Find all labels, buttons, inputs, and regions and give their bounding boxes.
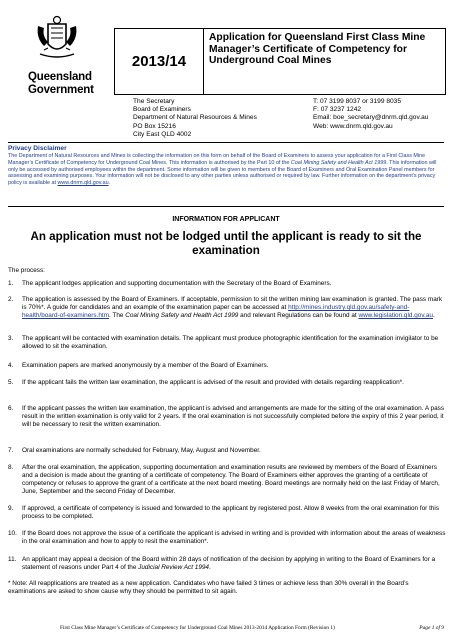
address-line: The Secretary [133, 98, 175, 105]
privacy-text-part: . [108, 180, 111, 187]
step-text [22, 296, 446, 320]
logo-text-government: Government [28, 84, 94, 96]
step-text-part: An applicant may appeal a decision of the Board within 28 days of notification of the decision by applying in writing to the Board of Examiners for a statement of reasons under Part 4 of the [22, 556, 436, 572]
step-number: 3. [8, 335, 14, 342]
postal-address [133, 98, 257, 139]
step-text: Examination papers are marked anonymously by a member of the Board of Examiners. [22, 362, 269, 369]
step-number: 7. [8, 447, 14, 454]
act-name: Coal Mining Safety and Health Act 1999 [125, 312, 239, 320]
step-number: 2. [8, 296, 14, 303]
step-text: The applicant will be contacted with examination details. The applicant must produce photographic identification for the examination invigilator to be allowed to sit the examination. [22, 335, 439, 351]
phone-number: T: 07 3199 8037 or 3199 8035 [313, 98, 401, 105]
address-line: Department of Natural Resources & Mines [133, 114, 257, 122]
divider [8, 206, 444, 207]
logo-text-queensland: Queensland [28, 71, 92, 83]
email-address[interactable]: Email: boe_secretary@dnrm.qld.gov.au [313, 114, 429, 122]
step-number: 10. [8, 530, 17, 537]
main-heading: An application must not be lodged until the applicant is ready to sit the examination [30, 230, 422, 257]
queensland-government-logo [8, 8, 104, 120]
step-text-part: The application is assessed by the Board of Examiners. If acceptable, permission to sit the written mining law examination is granted. The pass mark is 70%*. A guide for candidates and an example of the examination paper can be accessed at [22, 296, 443, 312]
step-number: 1. [8, 280, 14, 287]
privacy-text [8, 153, 444, 187]
address-line: Board of Examiners [133, 106, 191, 114]
footer-text: First Class Mine Manager’s Certificate of Competency for Underground Coal Mines 2013-2014 Application Form (Revision 1) [60, 625, 335, 631]
step-text: If the applicant fails the written law examination, the applicant is advised of the result and provided with details regarding reapplication*. [22, 379, 404, 386]
step-text-part: . [432, 312, 435, 320]
step-text-part: . The [109, 312, 126, 320]
address-line: PO Box 15216 [133, 122, 176, 130]
step-text [22, 556, 446, 572]
step-number: 11. [8, 556, 17, 563]
step-text-part: . [208, 564, 211, 572]
privacy-policy-link[interactable]: www.dnrm.qld.gov.au [57, 180, 109, 187]
contact-details [313, 98, 428, 131]
step-number: 6. [8, 405, 14, 412]
step-number: 9. [8, 505, 14, 512]
page-footer [60, 625, 450, 631]
fax-number: F: 07 3237 1242 [313, 106, 362, 114]
form-title: Application for Queensland First Class Mine Manager’s Certificate of Competency for Underground Coal Mines [209, 32, 426, 66]
coat-of-arms-icon [34, 14, 80, 62]
board-of-examiners-link[interactable]: http://mines.industry.qld.gov.au/safety-and-health/board-of-examiners.htm [22, 304, 410, 320]
reapplication-note: * Note: All reapplications are treated as a new application. Candidates who have failed 3 times or achieve less than 30% overall in the Board’s examinations are asked to show cause why they should be permitted to sit again. [8, 580, 409, 596]
privacy-heading: Privacy Disclaimer [8, 145, 67, 152]
divider [8, 142, 444, 143]
privacy-text-part: . This information will only be accessed by authorised employees within the department. Some information will be given to members of the Board of Examiners and Oral Examination Panel members for assessing and examining purposes. Your information will not be disclosed to any other parties unless authorised or required by law. Further information on the department’s privacy policy is available at [8, 159, 437, 187]
step-text: If the Board does not approve the issue of a certificate the applicant is advised in writing and is provided with information about the areas of weakness in the oral examination and how to apply to resit the examination*. [22, 530, 446, 546]
step-text: Oral examinations are normally scheduled for February, May, August and November. [22, 447, 261, 454]
form-year: 2013/14 [115, 29, 204, 94]
page-number: Page 1 of 9 [419, 625, 444, 631]
step-text: If the applicant passes the written law examination, the applicant is advised and arrangements are made for the sitting of the oral examination. A pass result in the written examination is only valid for 2 years. If the oral examination is not successfully completed before the expiry of this 2 year period, it will be necessary to resit the written examination. [22, 405, 445, 429]
privacy-text-part: The Department of Natural Resources and Mines is collecting the information on this form on behalf of the Board of Examiners to assess your application for a First Class Mine Manager’s Certificate of Competency for Underground Coal Mines. This information is authorised by the Part 10 of the [8, 153, 426, 166]
step-number: 5. [8, 379, 14, 386]
website-address[interactable]: Web: www.dnrm.qld.gov.au [313, 122, 393, 130]
address-line: City East QLD 4002 [133, 130, 192, 138]
step-text: If approved, a certificate of competency is issued and forwarded to the applicant by registered post. Allow 8 weeks from the oral examination for this process to be completed. [22, 505, 440, 521]
step-number: 8. [8, 464, 14, 471]
legislation-link[interactable]: www.legislation.qld.gov.au [358, 312, 433, 320]
section-heading: INFORMATION FOR APPLICANT [172, 216, 280, 223]
form-title-box [114, 28, 446, 95]
step-text-part: and relevant Regulations can be found at [238, 312, 359, 320]
process-label: The process: [8, 267, 45, 274]
act-name: Judicial Review Act 1994 [138, 564, 209, 572]
step-number: 4. [8, 362, 14, 369]
step-text: After the oral examination, the application, supporting documentation and examination results are reviewed by members of the Board of Examiners and a decision is made about the granting of a certificate of competency. The Board of Examiners either approves the granting of a certificate of competency or refuses to approve the grant of a certificate at the next board meeting. Board meetings are normally held on the last Friday of March, June, September and the second Friday of December. [22, 464, 440, 496]
step-text: The applicant lodges application and supporting documentation with the Secretary of the Board of Examiners. [22, 280, 332, 287]
act-name: Coal Mining Safety and Health Act 1999 [290, 159, 387, 166]
